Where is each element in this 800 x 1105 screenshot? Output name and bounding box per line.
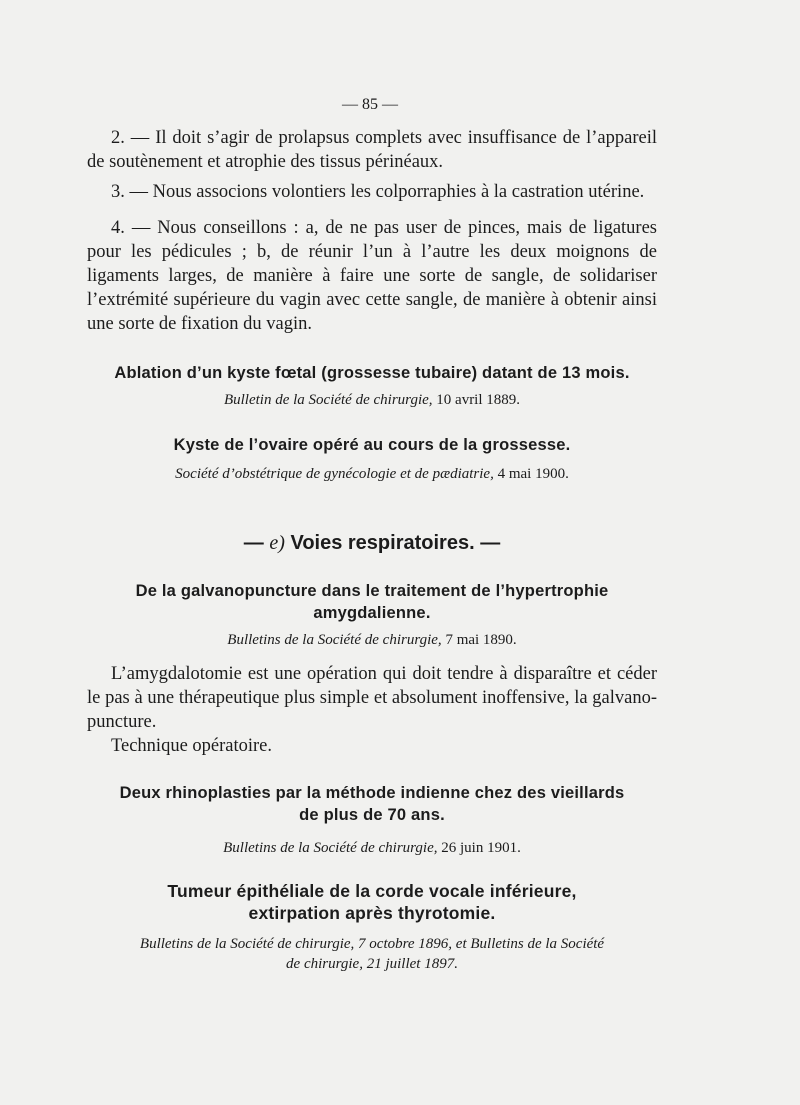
section-title xyxy=(87,532,657,555)
entry-reference xyxy=(87,630,657,650)
paragraph-3: 3. — Nous associons volontiers les colporraphies à la castration utérine. xyxy=(111,182,645,202)
paragraph-4: 4. — Nous conseillons : a, de ne pas user de pinces, mais de ligatures pour les pédicules ; b, de réunir l’un à l’autre les deux moignons de ligaments larges, de manière à faire une sorte de sangle, de solidariser l’extrémité supérieure du vagin avec cette sangle, de manière à obtenir ainsi une sorte de fixation du vagin. xyxy=(87,218,657,334)
entry-title: Ablation d’un kyste fœtal (grossesse tubaire) datant de 13 mois. xyxy=(114,364,630,382)
entry-ablation xyxy=(87,362,657,410)
entry-kyste xyxy=(87,434,657,484)
entry-galvanopuncture xyxy=(87,580,657,758)
entry-body: L’amygdalotomie est une opération qui doit tendre à disparaître et céder le pas à une thérapeutique plus simple et absolument inoffensive, la galvano-puncture. xyxy=(87,664,657,732)
entry-title: Kyste de l’ovaire opéré au cours de la grossesse. xyxy=(173,436,571,454)
page-number: — 85 — xyxy=(342,96,398,113)
paragraph-2: 2. — Il doit s’agir de prolapsus complets avec insuffisance de l’appareil de soutènement et atrophie des tissus périnéaux. xyxy=(87,128,657,172)
entry-tumeur xyxy=(87,880,657,974)
entry-rhinoplasties xyxy=(87,782,657,858)
reference-date: 10 avril 1889. xyxy=(436,392,521,408)
entry-title-line-2: amygdalienne. xyxy=(313,604,431,622)
section-name: Voies respiratoires. xyxy=(290,532,475,554)
reference-source: Bulletins de la Société de chirurgie, xyxy=(227,632,442,648)
reference-source: Bulletin de la Société de chirurgie, xyxy=(223,392,433,408)
entry-reference-line-1: Bulletins de la Société de chirurgie, 7 octobre 1896, et Bulletins de la Société xyxy=(139,936,605,952)
entry-reference xyxy=(87,390,657,410)
entry-title-line-1: Deux rhinoplasties par la méthode indienne chez des vieillards xyxy=(119,784,625,802)
entry-reference-line-2: de chirurgie, 21 juillet 1897. xyxy=(286,956,458,972)
reference-date: 26 juin 1901. xyxy=(441,840,521,856)
reference-date: 4 mai 1900. xyxy=(497,466,569,482)
entry-reference xyxy=(87,464,657,484)
body-paragraphs xyxy=(87,126,657,336)
entry-reference xyxy=(87,838,657,858)
entry-title-line-1: Tumeur épithéliale de la corde vocale inférieure, xyxy=(167,881,577,901)
section-dash-right: — xyxy=(480,532,501,554)
section-letter: e) xyxy=(269,532,285,554)
entry-title-line-2: de plus de 70 ans. xyxy=(299,806,445,824)
entry-title-line-1: De la galvanopuncture dans le traitement de l’hypertrophie xyxy=(135,582,609,600)
entry-title-line-2: extirpation après thyrotomie. xyxy=(248,903,496,923)
reference-source: Bulletins de la Société de chirurgie, xyxy=(223,840,438,856)
reference-source: Société d’obstétrique de gynécologie et de pædiatrie, xyxy=(175,466,494,482)
section-heading xyxy=(87,532,657,555)
section-dash-left: — xyxy=(243,532,264,554)
reference-date: 7 mai 1890. xyxy=(445,632,517,648)
entry-technique: Technique opératoire. xyxy=(111,736,273,756)
